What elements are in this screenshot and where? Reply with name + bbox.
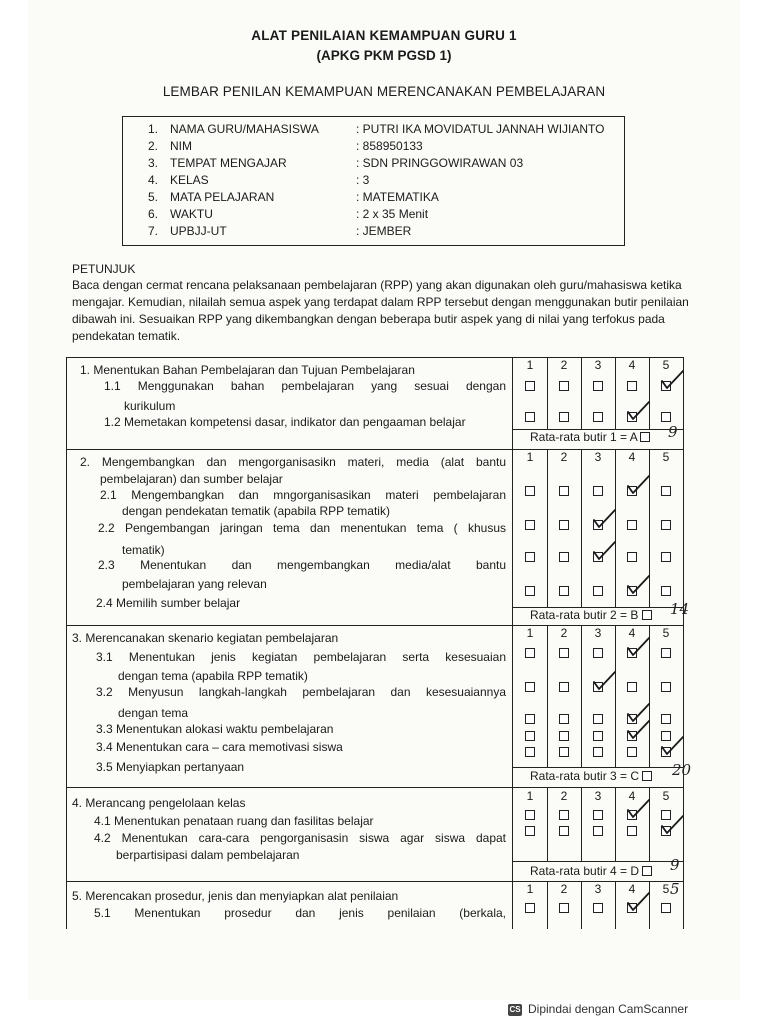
rating-checkbox[interactable] (593, 486, 603, 496)
scale-header-5: 5 (662, 789, 670, 803)
column-divider (615, 625, 616, 767)
rating-checkbox[interactable] (661, 682, 671, 692)
item-4-1: 4.1 Menentukan penataan ruang dan fasilitas belajar (94, 814, 374, 828)
scale-header-5: 5 (662, 358, 670, 372)
section-4-title: 4. Merancang pengelolaan kelas (72, 796, 246, 810)
scale-header-4: 4 (628, 882, 636, 896)
rata-rata-1 (530, 430, 650, 444)
rating-checkbox[interactable] (627, 520, 637, 530)
rating-checkbox[interactable] (525, 714, 535, 724)
section-divider (66, 787, 684, 788)
rating-checkbox[interactable] (627, 381, 637, 391)
rating-checkbox[interactable] (593, 731, 603, 741)
rating-checkbox[interactable] (593, 747, 603, 757)
column-divider (615, 787, 616, 861)
item-3-1: 3.1 Menentukan jenis kegiatan pembelajaran serta kesesuaian (96, 650, 506, 664)
scale-header-2: 2 (560, 358, 568, 372)
rating-checkbox[interactable] (559, 903, 569, 913)
rating-checkbox[interactable] (559, 714, 569, 724)
rating-checkbox[interactable] (627, 747, 637, 757)
identity-number: 3. (148, 156, 159, 170)
identity-number: 6. (148, 207, 159, 221)
rating-checkbox[interactable] (525, 731, 535, 741)
rating-checkbox[interactable] (525, 586, 535, 596)
instructions-text: Baca dengan cermat rencana pelaksanaan pembelajaran (RPP) yang akan digunakan oleh guru/mahasiswa ketika mengajar. Kemudian, nilailah semua aspek yang terdapat dalam RPP tersebut dengan menggunakan butir penilaian dibawah ini. Sesuaikan RPP yang dikembangkan dengan beberapa butir aspek yang di nilai yang terfokus pada pendekatan tematik. (72, 278, 689, 343)
rata-checkbox[interactable] (642, 610, 652, 620)
item-2-2: 2.2 Pengembangan jaringan tema dan menentukan tema ( khusus (98, 521, 506, 535)
check-mark-icon (626, 891, 652, 913)
item-3-5: 3.5 Menyiapkan pertanyaan (96, 760, 245, 774)
rating-checkbox[interactable] (525, 552, 535, 562)
rating-checkbox[interactable] (593, 826, 603, 836)
rating-checkbox[interactable] (593, 412, 603, 422)
scale-header-2: 2 (560, 450, 568, 464)
rating-checkbox[interactable] (661, 412, 671, 422)
rating-checkbox[interactable] (525, 747, 535, 757)
camscanner-footer (508, 1002, 688, 1016)
identity-number: 7. (148, 224, 159, 238)
scale-header-2: 2 (560, 882, 568, 896)
column-divider (581, 881, 582, 929)
item-3-2: 3.2 Menyusun langkah-langkah pembelajaran dan kesesuaiannya (96, 685, 506, 699)
rating-checkbox[interactable] (559, 810, 569, 820)
camscanner-icon: CS (509, 1005, 521, 1014)
rating-checkbox[interactable] (525, 520, 535, 530)
rating-checkbox[interactable] (661, 648, 671, 658)
identity-number: 4. (148, 173, 159, 187)
item-2-1-cont: dengan pendekatan tematik (apabila RPP tematik) (122, 504, 390, 518)
scale-header-5: 5 (662, 626, 670, 640)
item-2-4: 2.4 Memilih sumber belajar (96, 596, 241, 610)
item-3-3: 3.3 Menentukan alokasi waktu pembelajaran (96, 722, 334, 736)
scale-header-3: 3 (594, 789, 602, 803)
scale-header-4: 4 (628, 626, 636, 640)
rating-checkbox[interactable] (661, 714, 671, 724)
rating-checkbox[interactable] (559, 412, 569, 422)
identity-value: : PUTRI IKA MOVIDATUL JANNAH WIJIANTO (356, 122, 605, 136)
rating-checkbox[interactable] (559, 747, 569, 757)
rata-label: Rata-rata butir 4 = D (530, 864, 640, 878)
column-divider (547, 357, 548, 429)
item-5-1: 5.1 Menentukan prosedur dan jenis penilaian (berkala, (94, 906, 506, 920)
rating-checkbox[interactable] (661, 552, 671, 562)
section-2-title: 2. Mengembangkan dan mengorganisasikn materi, media (alat bantu (80, 455, 506, 469)
rata-rata-3 (530, 769, 652, 783)
scale-header-5: 5 (662, 882, 670, 896)
check-mark-icon (626, 574, 652, 596)
rating-checkbox[interactable] (559, 586, 569, 596)
sheet-title: LEMBAR PENILAN KEMAMPUAN MERENCANAKAN PEMBELAJARAN (162, 84, 606, 99)
form-subtitle: (APKG PKM PGSD 1) (316, 48, 452, 63)
rating-checkbox[interactable] (559, 552, 569, 562)
scale-header-3: 3 (594, 358, 602, 372)
rating-checkbox[interactable] (661, 903, 671, 913)
column-divider (547, 787, 548, 861)
check-mark-icon (626, 474, 652, 496)
check-mark-icon (660, 735, 686, 757)
check-mark-icon (592, 670, 618, 692)
rating-checkbox[interactable] (559, 381, 569, 391)
column-divider (547, 881, 548, 929)
camscanner-text: Dipindai dengan CamScanner (528, 1002, 689, 1016)
identity-value: : 858950133 (356, 139, 423, 153)
identity-value: : SDN PRINGGOWIRAWAN 03 (356, 156, 524, 170)
rating-checkbox[interactable] (627, 682, 637, 692)
instructions-heading: PETUNJUK (72, 262, 136, 276)
rating-checkbox[interactable] (627, 552, 637, 562)
item-3-4: 3.4 Menentukan cara – cara memotivasi siswa (96, 740, 343, 754)
identity-label: MATA PELAJARAN (170, 190, 275, 204)
check-mark-icon (626, 636, 652, 658)
identity-value: : JEMBER (356, 224, 412, 238)
section-3-title: 3. Merencanakan skenario kegiatan pembelajaran (72, 631, 339, 645)
item-1-2: 1.2 Memetakan kompetensi dasar, indikator dan pengaaman belajar (104, 415, 466, 429)
check-mark-icon (660, 814, 686, 836)
item-1-1-cont: kurikulum (124, 399, 176, 413)
item-3-1-cont: dengan tema (apabila RPP tematik) (118, 669, 308, 683)
rating-checkbox[interactable] (593, 381, 603, 391)
column-divider (581, 449, 582, 607)
score-1: 9 (668, 423, 678, 441)
identity-label: KELAS (170, 173, 209, 187)
item-4-2: 4.2 Menentukan cara-cara pengorganisasin siswa agar siswa dapat (94, 831, 506, 845)
rating-checkbox[interactable] (559, 520, 569, 530)
rata-checkbox[interactable] (642, 866, 652, 876)
scale-header-4: 4 (628, 789, 636, 803)
item-4-2-cont: berpartisipasi dalam pembelajaran (116, 848, 300, 862)
scale-header-1: 1 (526, 626, 534, 640)
row-divider (512, 767, 684, 768)
score-3: 20 (672, 761, 692, 779)
item-2-3: 2.3 Menentukan dan mengembangkan media/alat bantu (98, 558, 506, 572)
rating-checkbox[interactable] (661, 520, 671, 530)
item-2-2-cont: tematik) (122, 543, 165, 557)
item-3-2-cont: dengan tema (118, 706, 189, 720)
column-divider (581, 357, 582, 429)
rating-checkbox[interactable] (593, 586, 603, 596)
identity-number: 5. (148, 190, 159, 204)
rata-label: Rata-rata butir 1 = A (530, 430, 638, 444)
row-divider (512, 861, 684, 862)
item-2-3-cont: pembelajaran yang relevan (122, 577, 267, 591)
scale-header-3: 3 (594, 626, 602, 640)
identity-value: : 2 x 35 Menit (356, 207, 429, 221)
column-divider (581, 625, 582, 767)
column-divider (512, 357, 513, 929)
column-divider (581, 787, 582, 861)
rating-checkbox[interactable] (593, 810, 603, 820)
rata-checkbox[interactable] (640, 432, 650, 442)
identity-number: 1. (148, 122, 159, 136)
rating-checkbox[interactable] (593, 714, 603, 724)
identity-label: NIM (170, 139, 192, 153)
rating-checkbox[interactable] (559, 486, 569, 496)
rating-checkbox[interactable] (525, 903, 535, 913)
rating-checkbox[interactable] (627, 826, 637, 836)
scale-header-1: 1 (526, 358, 534, 372)
check-mark-icon (660, 369, 686, 391)
column-divider (615, 881, 616, 929)
rating-checkbox[interactable] (525, 486, 535, 496)
column-divider (547, 625, 548, 767)
identity-label: NAMA GURU/MAHASISWA (170, 122, 319, 136)
check-mark-icon (592, 540, 618, 562)
identity-label: WAKTU (170, 207, 213, 221)
score-5: 5 (670, 880, 680, 898)
rating-checkbox[interactable] (525, 381, 535, 391)
scale-header-4: 4 (628, 358, 636, 372)
identity-label: UPBJJ-UT (170, 224, 227, 238)
rating-checkbox[interactable] (559, 648, 569, 658)
scale-header-1: 1 (526, 882, 534, 896)
column-divider (547, 449, 548, 607)
rating-checkbox[interactable] (525, 810, 535, 820)
scale-header-1: 1 (526, 789, 534, 803)
rating-checkbox[interactable] (661, 486, 671, 496)
section-2-title-cont: pembelajaran) dan sumber belajar (100, 472, 283, 486)
check-mark-icon (592, 508, 618, 530)
rating-checkbox[interactable] (525, 826, 535, 836)
check-mark-icon (626, 719, 652, 741)
rating-checkbox[interactable] (525, 412, 535, 422)
item-2-1: 2.1 Mengembangkan dan mngorganisasikan materi pembelajaran (100, 488, 506, 502)
rating-checkbox[interactable] (559, 682, 569, 692)
column-divider (615, 357, 616, 429)
rating-checkbox[interactable] (559, 731, 569, 741)
check-mark-icon (626, 798, 652, 820)
section-5-title: 5. Merencakan prosedur, jenis dan menyiapkan alat penilaian (72, 889, 399, 903)
rating-checkbox[interactable] (525, 648, 535, 658)
rating-checkbox[interactable] (593, 648, 603, 658)
score-2: 14 (670, 600, 690, 618)
scale-header-3: 3 (594, 882, 602, 896)
section-1-title: 1. Menentukan Bahan Pembelajaran dan Tujuan Pembelajaran (80, 363, 415, 377)
score-4: 9 (670, 856, 680, 874)
scale-header-2: 2 (560, 789, 568, 803)
item-1-1: 1.1 Menggunakan bahan pembelajaran yang sesuai dengan (104, 379, 506, 393)
rating-checkbox[interactable] (593, 903, 603, 913)
scale-header-5: 5 (662, 450, 670, 464)
scale-header-1: 1 (526, 450, 534, 464)
identity-value: : 3 (356, 173, 370, 187)
check-mark-icon (626, 400, 652, 422)
rating-checkbox[interactable] (559, 826, 569, 836)
form-title: ALAT PENILAIAN KEMAMPUAN GURU 1 (251, 28, 517, 43)
identity-number: 2. (148, 139, 159, 153)
identity-label: TEMPAT MENGAJAR (170, 156, 287, 170)
identity-value: : MATEMATIKA (356, 190, 439, 204)
scale-header-3: 3 (594, 450, 602, 464)
rata-label: Rata-rata butir 2 = B (530, 608, 639, 622)
scale-header-2: 2 (560, 626, 568, 640)
scale-header-4: 4 (628, 450, 636, 464)
rata-label: Rata-rata butir 3 = C (530, 769, 640, 783)
rating-checkbox[interactable] (661, 586, 671, 596)
rating-checkbox[interactable] (525, 682, 535, 692)
rata-rata-2 (530, 608, 652, 622)
rata-checkbox[interactable] (642, 771, 652, 781)
rata-rata-4 (530, 864, 652, 878)
